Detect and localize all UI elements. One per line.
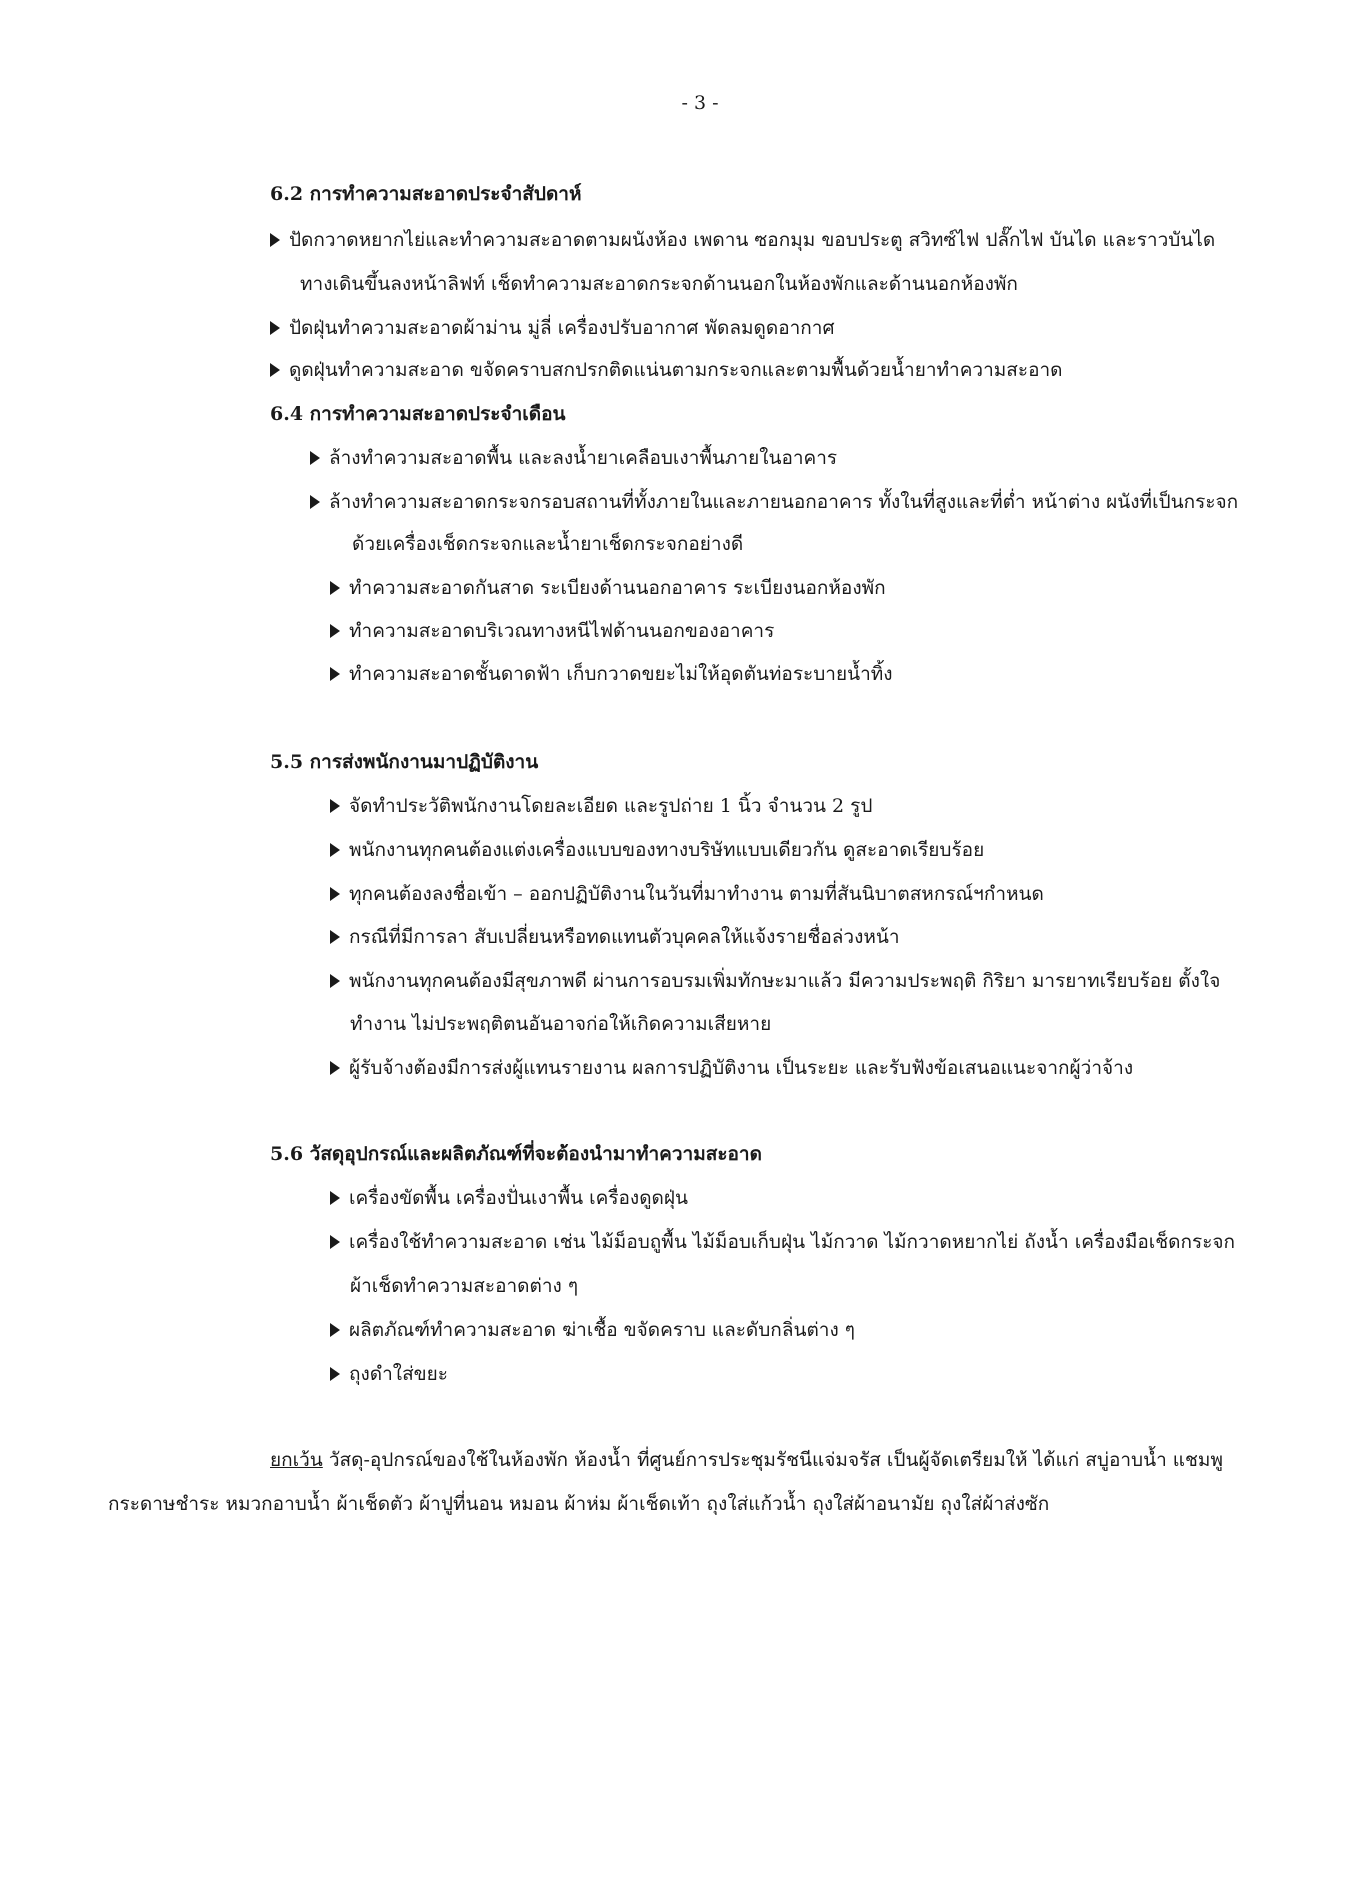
triangle-bullet-icon [270, 233, 280, 247]
section-heading-5-5: 5.5 การส่งพนักงานมาปฏิบัติงาน [270, 751, 539, 773]
list-item [330, 792, 872, 820]
triangle-bullet-icon [330, 1191, 340, 1205]
list-item-continuation: ผ้าเช็ดทำความสะอาดต่าง ๆ [350, 1275, 579, 1297]
triangle-bullet-icon [330, 1061, 340, 1075]
list-item-text: จัดทำประวัติพนักงานโดยละเอียด และรูปถ่าย 1 นิ้ว จำนวน 2 รูป [349, 795, 873, 817]
list-item [330, 617, 774, 645]
triangle-bullet-icon [270, 363, 280, 377]
list-item [270, 356, 1063, 384]
list-item-text: ล้างทำความสะอาดกระจกรอบสถานที่ทั้งภายในและภายนอกอาคาร ทั้งในที่สูงและที่ต่ำ หน้าต่าง ผนังที่เป็นกระจก [329, 491, 1239, 513]
triangle-bullet-icon [310, 495, 320, 509]
list-item-text: เครื่องใช้ทำความสะอาด เช่น ไม้ม็อบถูพื้น ไม้ม็อบเก็บฝุ่น ไม้กวาด ไม้กวาดหยากไย่ ถังน้ำ เครื่องมือเช็ดกระจก [349, 1231, 1236, 1253]
list-item-text: พนักงานทุกคนต้องมีสุขภาพดี ผ่านการอบรมเพิ่มทักษะมาแล้ว มีความประพฤติ กิริยา มารยาทเรียบร้อย ตั้งใจ [349, 970, 1221, 992]
triangle-bullet-icon [330, 1235, 340, 1249]
section-heading-6-4: 6.4 การทำความสะอาดประจำเดือน [270, 403, 566, 425]
list-item [330, 1360, 448, 1388]
triangle-bullet-icon [330, 974, 340, 988]
triangle-bullet-icon [330, 581, 340, 595]
list-item [310, 444, 837, 472]
triangle-bullet-icon [330, 1323, 340, 1337]
list-item-continuation: ด้วยเครื่องเช็ดกระจกและน้ำยาเช็ดกระจกอย่างดี [352, 533, 744, 555]
list-item-continuation: ทางเดินขึ้นลงหน้าลิฟท์ เช็ดทำความสะอาดกระจกด้านนอกในห้องพักและด้านนอกห้องพัก [300, 273, 1018, 295]
list-item-text: ทุกคนต้องลงชื่อเข้า – ออกปฏิบัติงานในวันที่มาทำงาน ตามที่สันนิบาตสหกรณ์ฯกำหนด [349, 883, 1044, 905]
list-item [330, 923, 900, 951]
triangle-bullet-icon [330, 843, 340, 857]
triangle-bullet-icon [330, 799, 340, 813]
exception-text-line-1: วัสดุ-อุปกรณ์ของใช้ในห้องพัก ห้องน้ำ ที่ศูนย์การประชุมรัชนีแจ่มจรัส เป็นผู้จัดเตรียมให้ ได้แก่ สบู่อาบน้ำ แชมพู [322, 1449, 1223, 1471]
exception-text-line-2: กระดาษชำระ หมวกอาบน้ำ ผ้าเช็ดตัว ผ้าปูที่นอน หมอน ผ้าห่ม ผ้าเช็ดเท้า ถุงใส่แก้วน้ำ ถุงใส่ผ้าอนามัย ถุงใส่ผ้าส่งซัก [108, 1493, 1050, 1515]
triangle-bullet-icon [330, 624, 340, 638]
list-item [330, 836, 984, 864]
list-item-text: ทำความสะอาดกันสาด ระเบียงด้านนอกอาคาร ระเบียงนอกห้องพัก [349, 577, 886, 599]
exception-paragraph [270, 1446, 1223, 1474]
list-item-text: ผู้รับจ้างต้องมีการส่งผู้แทนรายงาน ผลการปฏิบัติงาน เป็นระยะ และรับฟังข้อเสนอแนะจากผู้ว่าจ้าง [349, 1057, 1134, 1079]
section-heading-6-2: 6.2 การทำความสะอาดประจำสัปดาห์ [270, 183, 582, 205]
list-item [330, 967, 1220, 995]
list-item-text: ทำความสะอาดชั้นดาดฟ้า เก็บกวาดขยะไม่ให้อุดตันท่อระบายน้ำทิ้ง [349, 663, 893, 685]
list-item [270, 314, 835, 342]
list-item-text: กรณีที่มีการลา สับเปลี่ยนหรือทดแทนตัวบุคคลให้แจ้งรายชื่อล่วงหน้า [349, 926, 900, 948]
section-heading-5-6: 5.6 วัสดุอุปกรณ์และผลิตภัณฑ์ที่จะต้องนำมาทำความสะอาด [270, 1143, 762, 1165]
triangle-bullet-icon [330, 1367, 340, 1381]
triangle-bullet-icon [330, 930, 340, 944]
list-item-text: พนักงานทุกคนต้องแต่งเครื่องแบบของทางบริษัทแบบเดียวกัน ดูสะอาดเรียบร้อย [349, 839, 985, 861]
list-item [330, 1184, 688, 1212]
triangle-bullet-icon [330, 887, 340, 901]
list-item-text: ถุงดำใส่ขยะ [349, 1363, 448, 1385]
list-item [270, 226, 1215, 254]
triangle-bullet-icon [310, 451, 320, 465]
list-item [330, 880, 1044, 908]
page-number: - 3 - [681, 92, 719, 114]
list-item-text: เครื่องขัดพื้น เครื่องปั่นเงาพื้น เครื่องดูดฝุ่น [349, 1187, 689, 1209]
list-item [330, 1316, 855, 1344]
list-item [330, 1054, 1133, 1082]
list-item-text: ปัดกวาดหยากไย่และทำความสะอาดตามผนังห้อง เพดาน ซอกมุม ขอบประตู สวิทซ์ไฟ ปลั๊กไฟ บันได และราวบันได [289, 229, 1216, 251]
triangle-bullet-icon [330, 667, 340, 681]
list-item [310, 488, 1238, 516]
list-item-continuation: ทำงาน ไม่ประพฤติตนอันอาจก่อให้เกิดความเสียหาย [350, 1013, 772, 1035]
triangle-bullet-icon [270, 321, 280, 335]
exception-label: ยกเว้น [270, 1449, 323, 1471]
list-item [330, 574, 886, 602]
list-item-text: ดูดฝุ่นทำความสะอาด ขจัดคราบสกปรกติดแน่นตามกระจกและตามพื้นด้วยน้ำยาทำความสะอาด [289, 359, 1063, 381]
list-item [330, 660, 893, 688]
list-item-text: ล้างทำความสะอาดพื้น และลงน้ำยาเคลือบเงาพื้นภายในอาคาร [329, 447, 838, 469]
list-item-text: ทำความสะอาดบริเวณทางหนีไฟด้านนอกของอาคาร [349, 620, 775, 642]
list-item-text: ผลิตภัณฑ์ทำความสะอาด ฆ่าเชื้อ ขจัดคราบ และดับกลิ่นต่าง ๆ [349, 1319, 855, 1341]
list-item [330, 1228, 1235, 1256]
list-item-text: ปัดฝุ่นทำความสะอาดผ้าม่าน มู่ลี่ เครื่องปรับอากาศ พัดลมดูดอากาศ [289, 317, 835, 339]
